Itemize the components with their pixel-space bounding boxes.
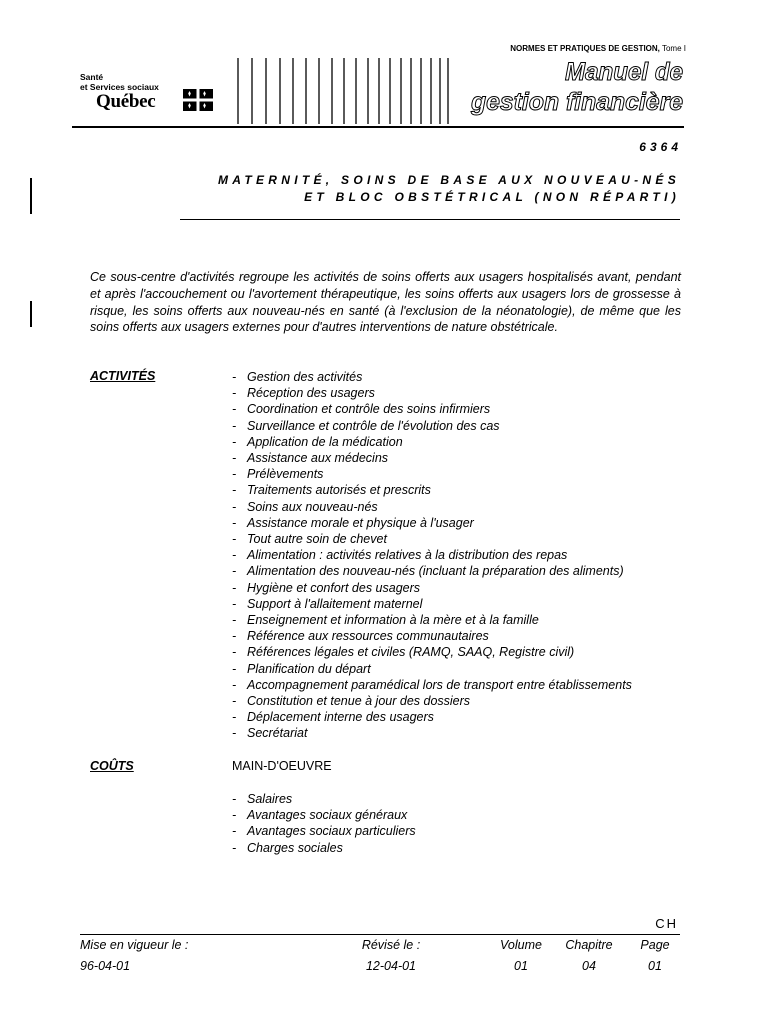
list-item: - Accompagnement paramédical lors de transport entre établissements	[232, 677, 632, 692]
activities-list	[232, 369, 682, 742]
intro-paragraph: Ce sous-centre d'activités regroupe les activités de soins offerts aux usagers hospitalisés avant, pendant et après l'accouchement ou l'avortement thérapeutique, les soins offerts aux usagers lors de grossesse à risque, les soins offerts aux nouveau-nés en santé (à l'exclusion de la néonatologie), de même que les soins offerts aux usagers externes pour d'autres interventions de nature obstétricale.	[90, 270, 681, 335]
title-divider	[180, 219, 680, 220]
list-item: - Alimentation des nouveau-nés (incluant la préparation des aliments)	[232, 564, 624, 579]
list-item: - Hygiène et confort des usagers	[232, 580, 421, 595]
decorative-bars	[236, 58, 450, 124]
list-item: - Constitution et tenue à jour des dossiers	[232, 694, 471, 709]
manual-title	[470, 56, 686, 116]
activities-label: ACTIVITÉS	[90, 369, 156, 383]
list-item: - Charges sociales	[232, 840, 343, 855]
list-item: - Surveillance et contrôle de l'évolution des cas	[232, 418, 500, 433]
list-item: - Prélèvements	[232, 467, 324, 482]
document-title-line-1: MATERNITÉ, SOINS DE BASE AUX NOUVEAU-NÉS	[217, 173, 680, 187]
list-item: - Enseignement et information à la mère et à la famille	[232, 613, 539, 628]
footer-divider	[80, 934, 680, 935]
series-title: NORMES ET PRATIQUES DE GESTION,	[510, 44, 660, 53]
list-item: - Secrétariat	[232, 726, 308, 741]
document-number: 6364	[639, 140, 682, 154]
revision-bar	[30, 178, 32, 214]
document-title	[180, 172, 680, 206]
chapter-label: Chapitre	[565, 938, 613, 952]
msss-logo	[80, 72, 220, 112]
quebec-flag-icon	[183, 89, 213, 111]
revised-date-label: Révisé le :	[361, 938, 421, 952]
list-item: - Réception des usagers	[232, 386, 375, 401]
logo-line-1: Santé	[80, 72, 104, 82]
list-item: - Soins aux nouveau-nés	[232, 499, 378, 514]
list-item: - Référence aux ressources communautaires	[232, 629, 489, 644]
list-item: - Application de la médication	[232, 434, 403, 449]
page-value: 01	[648, 959, 662, 973]
manual-title-line-1: Manuel de	[565, 58, 684, 86]
list-item: - Support à l'allaitement maternel	[232, 596, 423, 611]
costs-label: COÛTS	[90, 759, 134, 773]
revised-date-value: 12-04-01	[365, 959, 417, 973]
logo-line-2: et Services sociaux	[80, 82, 159, 92]
volume-value: 01	[514, 959, 528, 973]
effective-date-value: 96-04-01	[80, 959, 131, 973]
manual-title-line-2: gestion financière	[470, 88, 684, 116]
series-header	[470, 44, 686, 53]
volume-label: Volume	[500, 938, 542, 952]
list-item: - Assistance aux médecins	[232, 451, 389, 466]
revision-bar	[30, 301, 32, 327]
list-item: - Planification du départ	[232, 661, 371, 676]
page-label: Page	[640, 938, 670, 952]
header-divider	[72, 126, 684, 128]
list-item: - Références légales et civiles (RAMQ, SAAQ, Registre civil)	[232, 645, 575, 660]
list-item: - Avantages sociaux généraux	[232, 808, 408, 823]
list-item: - Assistance morale et physique à l'usager	[232, 515, 474, 530]
list-item: - Déplacement interne des usagers	[232, 710, 434, 725]
list-item: - Coordination et contrôle des soins infirmiers	[232, 402, 491, 417]
list-item: - Salaires	[232, 792, 293, 806]
list-item: - Gestion des activités	[232, 370, 363, 384]
list-item: - Traitements autorisés et prescrits	[232, 483, 431, 498]
logo-line-3: Québec	[96, 91, 156, 112]
series-tome: Tome I	[661, 44, 686, 53]
costs-subheading: MAIN-D'OEUVRE	[232, 759, 332, 773]
list-item: - Alimentation : activités relatives à la distribution des repas	[232, 548, 568, 563]
effective-date-label: Mise en vigueur le :	[80, 938, 189, 952]
footer-ch: CH	[655, 916, 678, 931]
list-item: - Tout autre soin de chevet	[232, 532, 387, 547]
list-item: - Avantages sociaux particuliers	[232, 824, 416, 839]
chapter-value: 04	[582, 959, 596, 973]
costs-list	[232, 791, 682, 856]
document-title-line-2: ET BLOC OBSTÉTRICAL (NON RÉPARTI)	[304, 190, 680, 204]
